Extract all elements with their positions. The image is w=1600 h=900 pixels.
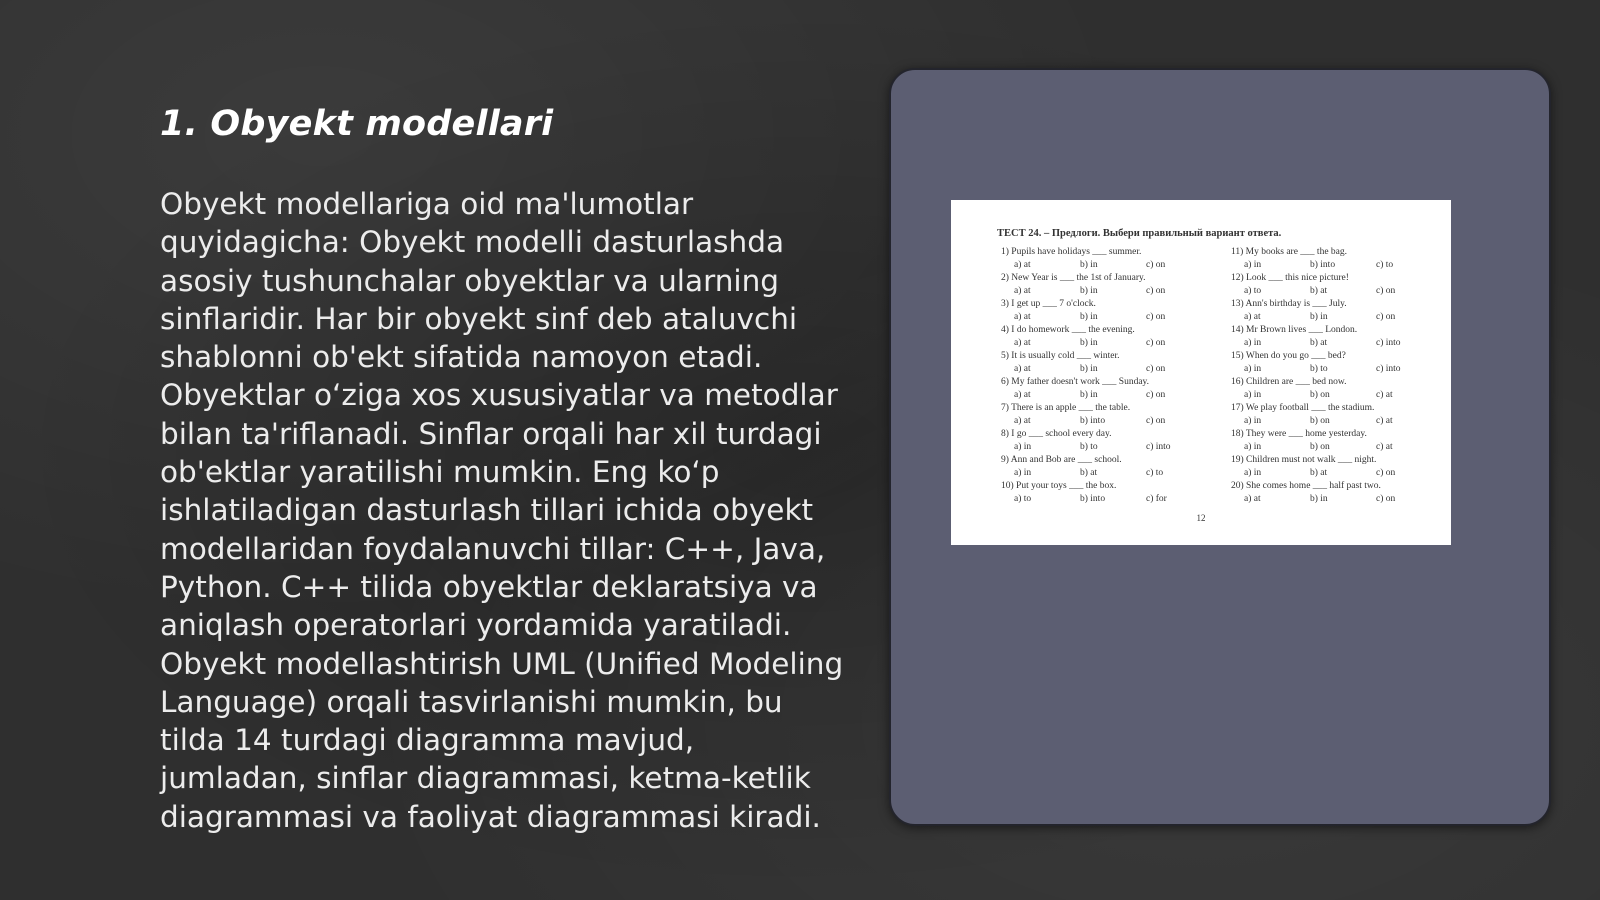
worksheet-question [1231,402,1459,428]
question-text: 16) Children are ___ bed now. [1231,377,1347,387]
answer-option-c: c) for [1146,493,1167,504]
answer-options [1001,259,1229,272]
question-text: 3) I get up ___ 7 o'clock. [1001,299,1096,309]
answer-option-b: b) at [1310,285,1328,296]
question-text: 1) Pupils have holidays ___ summer. [1001,247,1142,257]
answer-option-c: c) on [1146,259,1166,270]
answer-option-b: b) in [1310,493,1328,504]
question-text: 8) I go ___ school every day. [1001,429,1112,439]
worksheet-question [1001,402,1229,428]
answer-option-c: c) on [1146,311,1166,322]
answer-option-c: c) on [1146,337,1166,348]
answer-option-a: a) in [1014,441,1032,452]
question-text: 7) There is an apple ___ the table. [1001,403,1131,413]
answer-option-b: b) on [1310,389,1330,400]
question-text: 2) New Year is ___ the 1st of January. [1001,273,1146,283]
answer-options [1231,259,1459,272]
answer-option-b: b) in [1080,337,1098,348]
question-text: 12) Look ___ this nice picture! [1231,273,1349,283]
answer-option-a: a) at [1014,337,1031,348]
answer-options [1001,363,1229,376]
answer-option-b: b) at [1310,337,1328,348]
worksheet-left-column [1001,246,1229,506]
answer-option-c: c) into [1376,363,1401,374]
answer-option-b: b) into [1080,415,1106,426]
answer-option-c: c) on [1146,389,1166,400]
question-text: 6) My father doesn't work ___ Sunday. [1001,377,1150,387]
answer-option-c: c) at [1376,441,1393,452]
answer-option-b: b) in [1080,285,1098,296]
answer-option-a: a) in [1244,389,1262,400]
worksheet-image [951,200,1451,545]
worksheet-question [1001,272,1229,298]
answer-option-a: a) at [1244,493,1261,504]
answer-options [1231,285,1459,298]
answer-option-c: c) at [1376,389,1393,400]
answer-option-c: c) on [1146,285,1166,296]
worksheet-question [1001,480,1229,506]
answer-option-a: a) in [1244,441,1262,452]
question-text: 4) I do homework ___ the evening. [1001,325,1135,335]
answer-option-c: c) on [1146,415,1166,426]
answer-option-a: a) at [1014,259,1031,270]
answer-option-a: a) in [1244,415,1262,426]
worksheet-question [1001,376,1229,402]
answer-options [1001,311,1229,324]
worksheet-page-number: 12 [1196,513,1206,523]
worksheet-question [1231,428,1459,454]
question-text: 5) It is usually cold ___ winter. [1001,351,1120,361]
worksheet-question [1001,246,1229,272]
answer-options [1001,337,1229,350]
worksheet-question [1001,428,1229,454]
answer-option-a: a) at [1014,285,1031,296]
answer-option-a: a) at [1014,363,1031,374]
answer-option-a: a) to [1014,493,1032,504]
worksheet-question [1001,454,1229,480]
worksheet-question [1231,298,1459,324]
answer-option-a: a) to [1244,285,1262,296]
answer-option-b: b) in [1080,311,1098,322]
answer-option-b: b) at [1080,467,1098,478]
answer-option-c: c) at [1376,415,1393,426]
answer-options [1231,363,1459,376]
answer-option-a: a) in [1244,363,1262,374]
worksheet-question [1231,454,1459,480]
answer-option-b: b) at [1310,467,1328,478]
answer-option-b: b) on [1310,441,1330,452]
answer-option-b: b) in [1080,389,1098,400]
answer-options [1001,441,1229,454]
answer-option-b: b) into [1080,493,1106,504]
answer-options [1231,467,1459,480]
question-text: 17) We play football ___ the stadium. [1231,403,1375,413]
question-text: 11) My books are ___ the bag. [1231,247,1347,257]
answer-option-a: a) in [1014,467,1032,478]
question-text: 9) Ann and Bob are ___ school. [1001,455,1122,465]
answer-option-b: b) to [1310,363,1328,374]
worksheet-title: ТЕСТ 24. – Предлоги. Выбери правильный вариант ответа. [997,228,1282,239]
answer-option-a: a) at [1014,311,1031,322]
answer-options [1001,415,1229,428]
worksheet-question [1231,376,1459,402]
answer-option-b: b) to [1080,441,1098,452]
question-text: 15) When do you go ___ bed? [1231,351,1346,361]
worksheet-question [1001,298,1229,324]
answer-option-c: c) into [1376,337,1401,348]
answer-option-a: a) at [1014,415,1031,426]
worksheet-question [1001,350,1229,376]
worksheet-question [1231,480,1459,506]
question-text: 10) Put your toys ___ the box. [1001,481,1117,491]
answer-option-a: a) in [1244,259,1262,270]
answer-options [1231,415,1459,428]
answer-option-a: a) at [1014,389,1031,400]
answer-option-a: a) in [1244,467,1262,478]
answer-options [1001,389,1229,402]
answer-option-b: b) in [1310,311,1328,322]
worksheet-question [1231,324,1459,350]
question-text: 13) Ann's birthday is ___ July. [1231,299,1347,309]
image-card [889,68,1551,826]
answer-options [1231,389,1459,402]
answer-option-c: c) to [1146,467,1164,478]
answer-options [1231,441,1459,454]
answer-option-c: c) on [1376,311,1396,322]
answer-options [1001,285,1229,298]
answer-option-a: a) in [1244,337,1262,348]
question-text: 14) Mr Brown lives ___ London. [1231,325,1358,335]
question-text: 19) Children must not walk ___ night. [1231,455,1377,465]
answer-options [1231,311,1459,324]
answer-option-c: c) on [1376,467,1396,478]
answer-option-c: c) on [1376,493,1396,504]
answer-option-c: c) on [1376,285,1396,296]
answer-option-c: c) into [1146,441,1171,452]
worksheet-question [1001,324,1229,350]
worksheet-question [1231,272,1459,298]
question-text: 18) They were ___ home yesterday. [1231,429,1367,439]
answer-option-b: b) on [1310,415,1330,426]
slide-body-text: Obyekt modellariga oid ma'lumotlar quyidagicha: Obyekt modelli dasturlashda asosiy tushunchalar obyektlar va ularning sinflaridir. Har bir obyekt sinf deb ataluvchi shablonni ob'ekt sifatida namoyon etadi. Obyektlar o‘ziga xos xususiyatlar va metodlar bilan ta'riflanadi. Sinflar orqali har xil turdagi ob'ektlar yaratilishi mumkin. Eng ko‘p ishlatiladigan dasturlash tillari ichida obyekt modellaridan foydalanuvchi tillar: C++, Java, Python. C++ tilida obyektlar deklaratsiya va aniqlash operatorlari yordamida yaratiladi. Obyekt modellashtirish UML (Unified Modeling Language) orqali tasvirlanishi mumkin, bu tilda 14 turdagi diagramma mavjud, jumladan, sinflar diagrammasi, ketma-ketlik diagrammasi va faoliyat diagrammasi kiradi. [160,187,844,834]
answer-options [1001,493,1229,506]
worksheet-question [1231,350,1459,376]
answer-option-c: c) to [1376,259,1394,270]
question-text: 20) She comes home ___ half past two. [1231,481,1381,491]
answer-options [1231,493,1459,506]
answer-options [1231,337,1459,350]
worksheet-question [1231,246,1459,272]
answer-option-c: c) on [1146,363,1166,374]
answer-option-a: a) at [1244,311,1261,322]
answer-option-b: b) in [1080,259,1098,270]
answer-option-b: b) into [1310,259,1336,270]
answer-option-b: b) in [1080,363,1098,374]
slide-title: 1. Obyekt modellari [160,104,554,144]
answer-options [1001,467,1229,480]
worksheet-right-column [1231,246,1459,506]
